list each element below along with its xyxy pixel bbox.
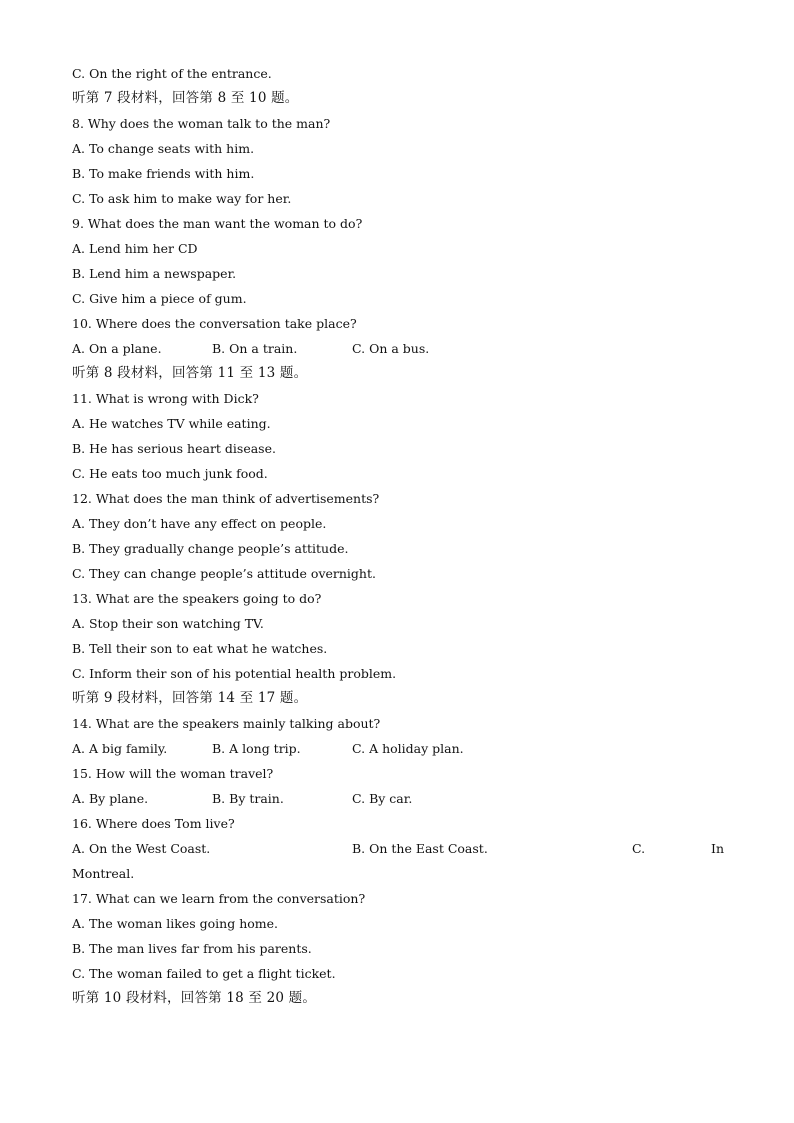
question-16-option-c-continued: Montreal.: [72, 866, 135, 881]
question-10: 10. Where does the conversation take place?: [72, 316, 357, 331]
section-heading-7: 听第 7 段材料，回答第 8 至 10 题。: [72, 90, 299, 106]
question-16-option-c-letter: C.: [632, 841, 646, 856]
question-15-option-b: B. By train.: [212, 791, 284, 806]
question-17-option-c: C. The woman failed to get a flight ticket.: [72, 966, 336, 981]
question-17-option-a: A. The woman likes going home.: [72, 916, 278, 931]
question-14-options: [72, 736, 724, 761]
question-9-option-b: B. Lend him a newspaper.: [72, 266, 237, 281]
question-10-option-a: A. On a plane.: [72, 341, 162, 356]
section-heading-10: 听第 10 段材料，回答第 18 至 20 题。: [72, 990, 317, 1006]
question-12-option-c: C. They can change people’s attitude overnight.: [72, 566, 376, 581]
question-8: 8. Why does the woman talk to the man?: [72, 116, 331, 131]
question-15-option-c: C. By car.: [352, 791, 413, 806]
question-16-option-b: B. On the East Coast.: [352, 841, 488, 856]
question-13-option-a: A. Stop their son watching TV.: [72, 616, 264, 631]
question-15: 15. How will the woman travel?: [72, 766, 274, 781]
question-15-option-a: A. By plane.: [72, 791, 149, 806]
question-16-option-c-text: In: [711, 841, 724, 856]
question-12-option-a: A. They don’t have any effect on people.: [72, 516, 327, 531]
question-17-option-b: B. The man lives far from his parents.: [72, 941, 312, 956]
question-16: 16. Where does Tom live?: [72, 816, 235, 831]
question-14-option-b: B. A long trip.: [212, 741, 301, 756]
question-14-option-c: C. A holiday plan.: [352, 741, 464, 756]
question-12: 12. What does the man think of advertisements?: [72, 491, 380, 506]
question-16-option-a: A. On the West Coast.: [72, 841, 211, 856]
question-13-option-b: B. Tell their son to eat what he watches.: [72, 641, 328, 656]
question-8-option-a: A. To change seats with him.: [72, 141, 255, 156]
question-9-option-a: A. Lend him her CD: [72, 241, 198, 256]
question-9-option-c: C. Give him a piece of gum.: [72, 291, 247, 306]
section-heading-9: 听第 9 段材料，回答第 14 至 17 题。: [72, 690, 308, 706]
question-10-options: [72, 336, 724, 361]
question-10-option-b: B. On a train.: [212, 341, 298, 356]
question-10-option-c: C. On a bus.: [352, 341, 430, 356]
question-13-option-c: C. Inform their son of his potential health problem.: [72, 666, 397, 681]
question-12-option-b: B. They gradually change people’s attitude.: [72, 541, 349, 556]
question-15-options: [72, 786, 724, 811]
question-9: 9. What does the man want the woman to do?: [72, 216, 363, 231]
question-16-options: [72, 836, 724, 861]
question-13: 13. What are the speakers going to do?: [72, 591, 322, 606]
question-14: 14. What are the speakers mainly talking about?: [72, 716, 381, 731]
question-11-option-c: C. He eats too much junk food.: [72, 466, 268, 481]
question-8-option-b: B. To make friends with him.: [72, 166, 255, 181]
option-line: C. On the right of the entrance.: [72, 66, 272, 81]
listening-section: [72, 61, 724, 1011]
question-11: 11. What is wrong with Dick?: [72, 391, 259, 406]
section-heading-8: 听第 8 段材料，回答第 11 至 13 题。: [72, 365, 308, 381]
question-14-option-a: A. A big family.: [72, 741, 168, 756]
question-8-option-c: C. To ask him to make way for her.: [72, 191, 292, 206]
question-17: 17. What can we learn from the conversation?: [72, 891, 366, 906]
question-11-option-b: B. He has serious heart disease.: [72, 441, 276, 456]
question-11-option-a: A. He watches TV while eating.: [72, 416, 271, 431]
